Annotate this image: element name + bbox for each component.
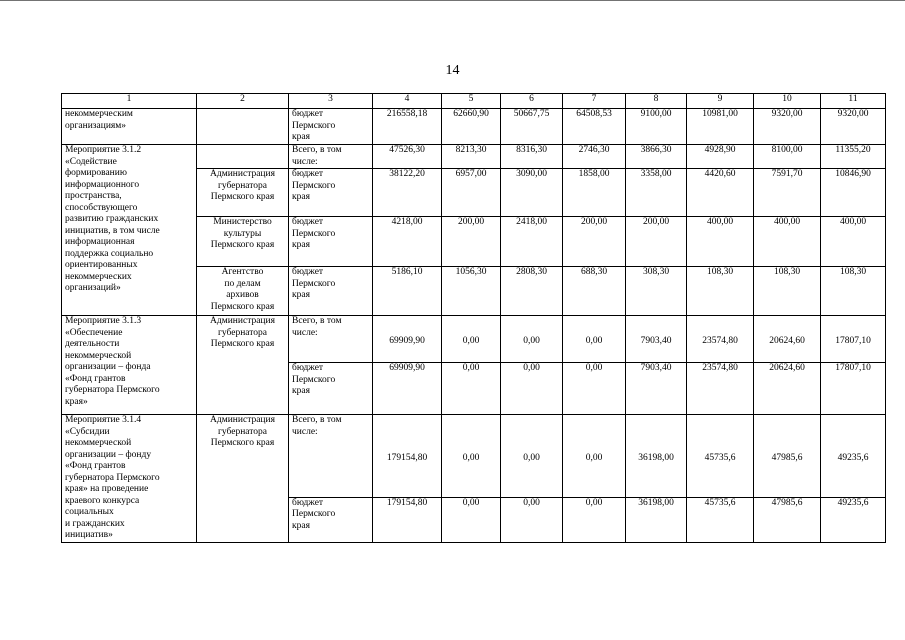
amount-cell: 2746,30: [563, 145, 626, 169]
header-cell: 3: [289, 94, 373, 109]
amount-cell: 7903,40: [626, 316, 687, 363]
amount-cell: 49235,6: [821, 497, 886, 542]
amount-cell: 108,30: [821, 267, 886, 316]
amount-cell: 0,00: [563, 415, 626, 498]
funding-source-cell: Всего, в том числе:: [289, 415, 373, 498]
amount-cell: 8316,30: [501, 145, 563, 169]
executor-cell: Администрация губернатора Пермского края: [197, 169, 289, 217]
table-row: [62, 316, 886, 363]
scan-edge-line: [0, 0, 905, 1]
executor-cell: [197, 145, 289, 169]
amount-cell: 5186,10: [373, 267, 442, 316]
amount-cell: 36198,00: [626, 497, 687, 542]
funding-source-cell: бюджет Пермского края: [289, 267, 373, 316]
table-row: [62, 109, 886, 145]
header-cell: 1: [62, 94, 197, 109]
amount-cell: 0,00: [501, 363, 563, 415]
amount-cell: 9100,00: [626, 109, 687, 145]
amount-cell: 8100,00: [754, 145, 821, 169]
amount-cell: 400,00: [821, 217, 886, 267]
amount-cell: 0,00: [563, 316, 626, 363]
amount-cell: 0,00: [501, 316, 563, 363]
header-cell: 11: [821, 94, 886, 109]
funding-source-cell: бюджет Пермского края: [289, 169, 373, 217]
amount-cell: 17807,10: [821, 363, 886, 415]
amount-cell: 1056,30: [442, 267, 501, 316]
funding-source-cell: Всего, в том числе:: [289, 316, 373, 363]
amount-cell: 216558,18: [373, 109, 442, 145]
amount-cell: 69909,90: [373, 316, 442, 363]
measure-name-cell: Мероприятие 3.1.3 «Обеспечение деятельности некоммерческой организации – фонда «Фонд грантов губернатора Пермского края»: [62, 316, 197, 415]
executor-cell: Министерство культуры Пермского края: [197, 217, 289, 267]
amount-cell: 47985,6: [754, 415, 821, 498]
table-body: [62, 109, 886, 543]
header-cell: 5: [442, 94, 501, 109]
header-cell: 8: [626, 94, 687, 109]
funding-source-cell: Всего, в том числе:: [289, 145, 373, 169]
amount-cell: 0,00: [563, 363, 626, 415]
executor-cell: Администрация губернатора Пермского края: [197, 415, 289, 543]
amount-cell: 0,00: [442, 316, 501, 363]
measure-name-cell: некоммерческим организациям»: [62, 109, 197, 145]
amount-cell: 108,30: [754, 267, 821, 316]
amount-cell: 47526,30: [373, 145, 442, 169]
amount-cell: 9320,00: [821, 109, 886, 145]
amount-cell: 38122,20: [373, 169, 442, 217]
amount-cell: 3866,30: [626, 145, 687, 169]
amount-cell: 200,00: [442, 217, 501, 267]
amount-cell: 0,00: [442, 497, 501, 542]
amount-cell: 50667,75: [501, 109, 563, 145]
executor-cell: Агентство по делам архивов Пермского края: [197, 267, 289, 316]
table-row: [62, 415, 886, 498]
amount-cell: 49235,6: [821, 415, 886, 498]
amount-cell: 10846,90: [821, 169, 886, 217]
amount-cell: 3090,00: [501, 169, 563, 217]
funding-source-cell: бюджет Пермского края: [289, 217, 373, 267]
amount-cell: 20624,60: [754, 316, 821, 363]
amount-cell: 4420,60: [687, 169, 754, 217]
amount-cell: 0,00: [501, 415, 563, 498]
amount-cell: 0,00: [501, 497, 563, 542]
amount-cell: 7903,40: [626, 363, 687, 415]
amount-cell: 2418,00: [501, 217, 563, 267]
funding-source-cell: бюджет Пермского края: [289, 497, 373, 542]
amount-cell: 8213,30: [442, 145, 501, 169]
header-cell: 9: [687, 94, 754, 109]
amount-cell: 0,00: [442, 415, 501, 498]
header-cell: 6: [501, 94, 563, 109]
amount-cell: 45735,6: [687, 497, 754, 542]
measure-name-cell: Мероприятие 3.1.4 «Субсидии некоммерческой организации – фонду «Фонд грантов губернатора Пермского края» на проведение краевого конкурса социальных и гражданских инициатив»: [62, 415, 197, 543]
executor-cell: [197, 109, 289, 145]
amount-cell: 23574,80: [687, 363, 754, 415]
amount-cell: 308,30: [626, 267, 687, 316]
executor-cell: Администрация губернатора Пермского края: [197, 316, 289, 415]
amount-cell: 200,00: [563, 217, 626, 267]
funding-source-cell: бюджет Пермского края: [289, 109, 373, 145]
amount-cell: 179154,80: [373, 497, 442, 542]
amount-cell: 7591,70: [754, 169, 821, 217]
table-header-row: [62, 94, 886, 109]
page-number: 14: [445, 63, 460, 78]
amount-cell: 0,00: [563, 497, 626, 542]
amount-cell: 62660,90: [442, 109, 501, 145]
amount-cell: 400,00: [754, 217, 821, 267]
amount-cell: 400,00: [687, 217, 754, 267]
amount-cell: 69909,90: [373, 363, 442, 415]
amount-cell: 45735,6: [687, 415, 754, 498]
amount-cell: 200,00: [626, 217, 687, 267]
amount-cell: 179154,80: [373, 415, 442, 498]
amount-cell: 2808,30: [501, 267, 563, 316]
header-cell: 10: [754, 94, 821, 109]
table-row: [62, 145, 886, 169]
amount-cell: 108,30: [687, 267, 754, 316]
amount-cell: 10981,00: [687, 109, 754, 145]
amount-cell: 47985,6: [754, 497, 821, 542]
amount-cell: 0,00: [442, 363, 501, 415]
amount-cell: 6957,00: [442, 169, 501, 217]
amount-cell: 11355,20: [821, 145, 886, 169]
amount-cell: 20624,60: [754, 363, 821, 415]
header-cell: 4: [373, 94, 442, 109]
budget-table: [61, 93, 886, 543]
amount-cell: 17807,10: [821, 316, 886, 363]
amount-cell: 4218,00: [373, 217, 442, 267]
measure-name-cell: Мероприятие 3.1.2 «Содействие формированию информационного пространства, способствующего развитию гражданских инициатив, в том числе информационная поддержка социально ориентированных некоммерческих организаций»: [62, 145, 197, 316]
amount-cell: 688,30: [563, 267, 626, 316]
header-cell: 2: [197, 94, 289, 109]
amount-cell: 64508,53: [563, 109, 626, 145]
amount-cell: 9320,00: [754, 109, 821, 145]
amount-cell: 1858,00: [563, 169, 626, 217]
amount-cell: 3358,00: [626, 169, 687, 217]
amount-cell: 36198,00: [626, 415, 687, 498]
amount-cell: 23574,80: [687, 316, 754, 363]
amount-cell: 4928,90: [687, 145, 754, 169]
header-cell: 7: [563, 94, 626, 109]
funding-source-cell: бюджет Пермского края: [289, 363, 373, 415]
